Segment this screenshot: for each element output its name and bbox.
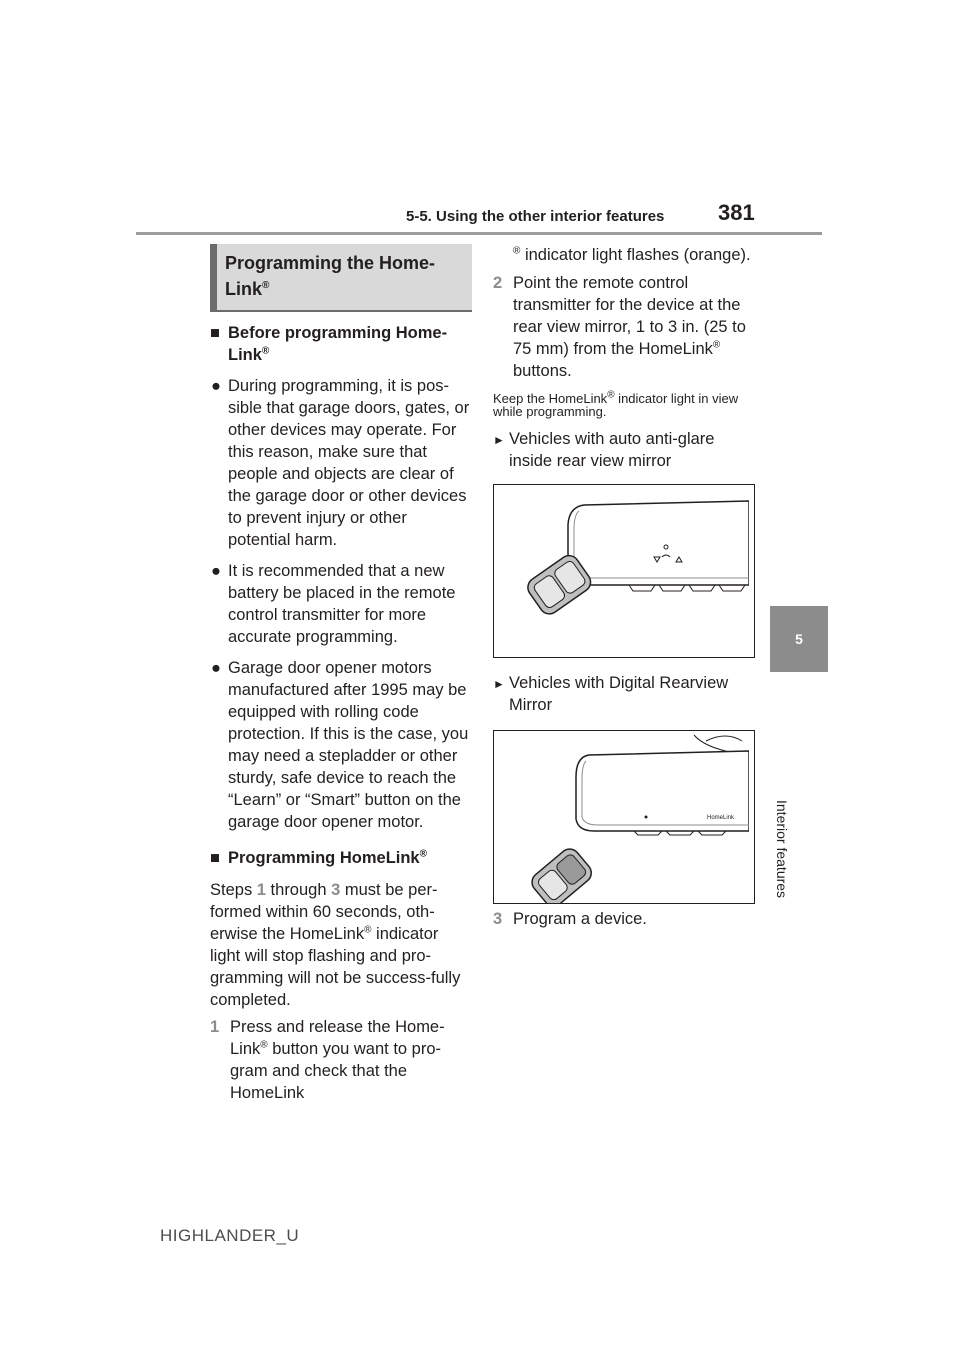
programming-heading: ■ Programming HomeLink® xyxy=(210,848,427,867)
chapter-label: Interior features xyxy=(774,800,790,899)
before-programming-heading: ■ Before programming Home- Link® xyxy=(210,324,448,364)
step-1: 1 Press and release the Home-Link® button you want to pro-gram and check that the HomeLink xyxy=(210,1018,445,1102)
step-3: 3 Program a device. xyxy=(493,910,647,928)
registered-mark: ® xyxy=(262,280,270,291)
section-title-box xyxy=(210,244,472,312)
chapter-tab: 5 xyxy=(770,606,828,672)
square-bullet-icon: ■ xyxy=(210,849,220,867)
bullet-item: ● During programming, it is pos-sible that garage doors, gates, or other devices may operate. For this reason, make sure that people and objects are clear of the garage door or other devices to prevent injury or other potential harm. xyxy=(211,377,470,549)
left-column xyxy=(210,244,472,1104)
square-bullet-icon: ■ xyxy=(210,324,220,342)
right-column xyxy=(493,244,755,930)
mirror-remote-illustration xyxy=(494,485,749,657)
arrow-icon: ► xyxy=(493,677,505,691)
step-number: 2 xyxy=(493,274,503,292)
bullet-icon: ● xyxy=(211,377,221,395)
step-number: 1 xyxy=(210,1018,220,1036)
variant-auto-antiglare: ► Vehicles with auto anti-glare inside rear view mirror xyxy=(493,430,715,470)
section-title-line1: Programming the Home- xyxy=(225,253,436,273)
step-1-continued: ® indicator light flashes (orange). xyxy=(513,245,751,264)
section-title-line2: Link xyxy=(225,279,263,299)
bullet-icon: ● xyxy=(211,562,221,580)
step-number: 3 xyxy=(493,910,503,928)
variant-digital-mirror: ► Vehicles with Digital Rearview Mirror xyxy=(493,674,729,714)
homelink-label: HomeLink xyxy=(707,815,735,821)
footer-model: HIGHLANDER_U xyxy=(160,1226,300,1245)
programming-note: Keep the HomeLink® indicator light in view while programming. xyxy=(493,389,739,419)
bullet-item: ● It is recommended that a new battery be placed in the remote control transmitter for more accurate programming. xyxy=(211,562,456,646)
digital-mirror-remote-illustration xyxy=(494,731,749,903)
header-section-title: 5-5. Using the other interior features xyxy=(406,208,665,225)
step-2: 2 Point the remote control transmitter for the device at the rear view mirror, 1 to 3 in. (25 to 75 mm) from the HomeLink® buttons. xyxy=(493,274,746,380)
bullet-item: ● Garage door opener motors manufactured after 1995 may be equipped with rolling code protection. If this is the case, you may need a stepladder or other sturdy, safe device to reach the “Learn” or “Smart” button on the garage door opener motor. xyxy=(211,659,469,831)
bullet-icon: ● xyxy=(211,659,221,677)
arrow-icon: ► xyxy=(493,433,505,447)
illustration-antiglare-mirror xyxy=(493,484,755,658)
illustration-digital-mirror xyxy=(493,730,755,904)
header-rule xyxy=(136,232,822,235)
page-number: 381 xyxy=(718,200,755,225)
programming-intro: Steps 1 through 3 must be per-formed within 60 seconds, oth-erwise the HomeLink® indicator light will stop flashing and pro-gramming will not be success-fully completed. xyxy=(210,881,461,1009)
